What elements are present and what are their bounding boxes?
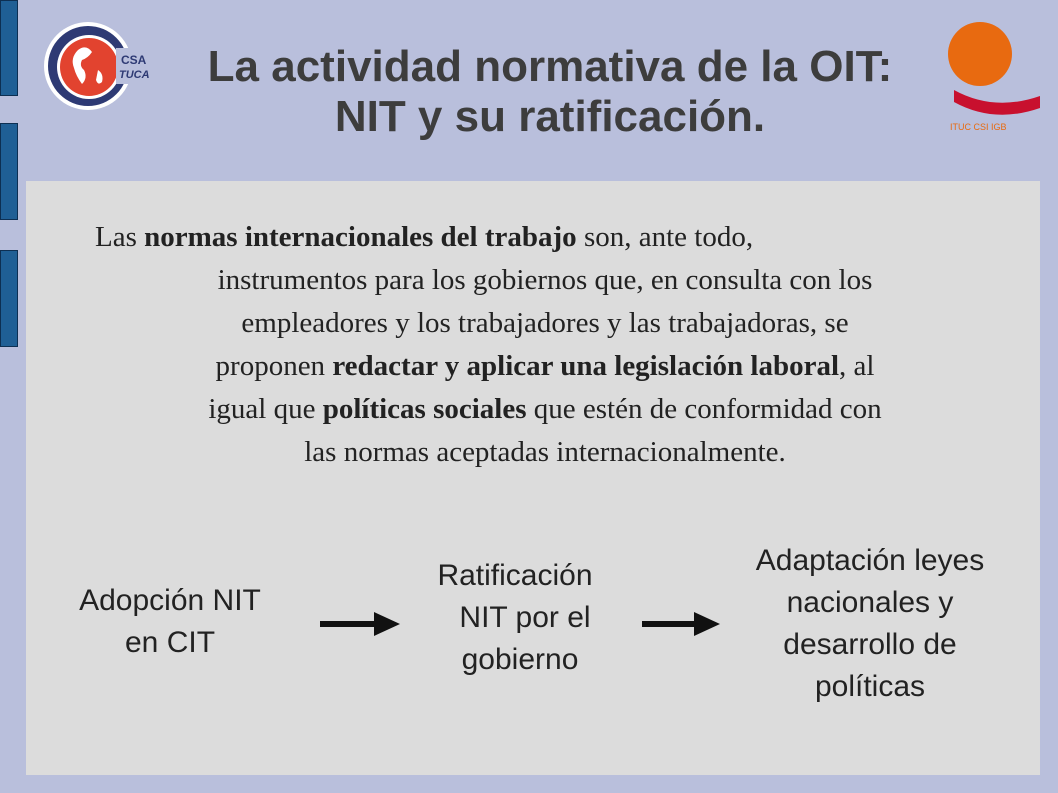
svg-text:TUCA: TUCA [119, 69, 150, 81]
side-bar-3 [0, 250, 18, 347]
side-bar-2 [0, 123, 18, 220]
paragraph-line-4: proponen redactar y aplicar una legislación laboral, al [215, 350, 875, 382]
paragraph-line-6: las normas aceptadas internacionalmente. [304, 436, 786, 468]
title-line-1: La actividad normativa de la OIT: [207, 42, 893, 91]
definition-paragraph [95, 216, 995, 474]
step-adaptacion: Adaptación leyes nacionales y desarrollo de políticas [755, 544, 985, 703]
svg-text:ITUC CSI IGB: ITUC CSI IGB [950, 122, 1007, 132]
paragraph-line-2: instrumentos para los gobiernos que, en consulta con los [217, 264, 873, 296]
step-ratificacion: Ratificación NIT por el gobierno [437, 559, 593, 676]
page-title [150, 42, 950, 142]
ituc-logo [940, 18, 1048, 136]
arrow-right-icon [642, 610, 720, 638]
paragraph-line-1: Las normas internacionales del trabajo son, ante todo, [95, 221, 754, 253]
csa-tuca-logo [42, 20, 152, 112]
arrow-right-icon [320, 610, 400, 638]
paragraph-line-5: igual que políticas sociales que estén de conformidad con [208, 393, 882, 425]
title-line-2: NIT y su ratificación. [334, 92, 766, 141]
step-adopcion: Adopción NIT en CIT [79, 584, 261, 659]
svg-text:CSA: CSA [121, 53, 147, 67]
side-bar-1 [0, 0, 18, 96]
paragraph-line-3: empleadores y los trabajadores y las trabajadoras, se [241, 307, 849, 339]
